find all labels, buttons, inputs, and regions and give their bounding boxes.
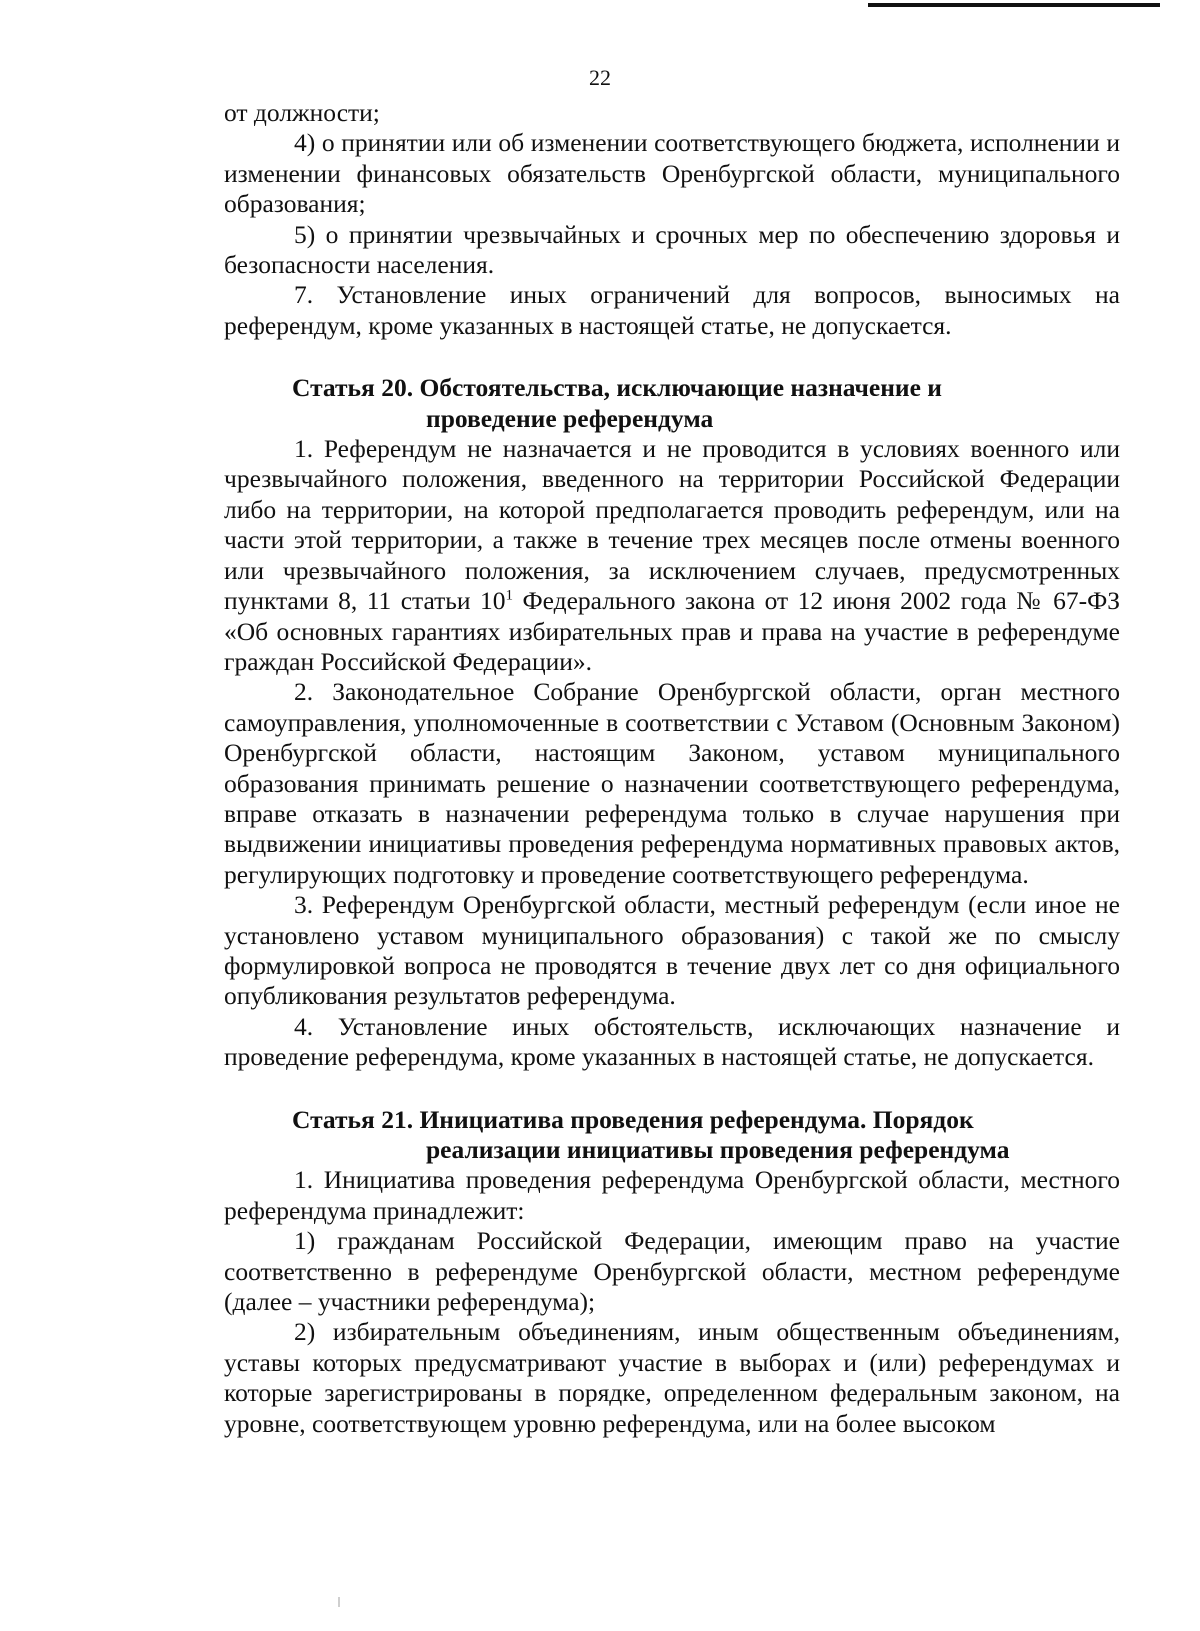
article-20-paragraph-3: 3. Референдум Оренбургской области, местный референдум (если иное не установлено уставом муниципального образования) с такой же по смыслу формулировкой вопроса не проводятся в течение двух лет со дня официального опубликования результатов референдума. [224,890,1120,1011]
article-20-title-line2: проведение референдума [426,403,714,433]
article-21-paragraph-1: 1. Инициатива проведения референдума Оренбургской области, местного референдума принадлежит: [224,1165,1120,1225]
list-item: 4) о принятии или об изменении соответствующего бюджета, исполнении и изменении финансовых обязательств Оренбургской области, муниципального образования; [224,128,1120,219]
article-21-title-line1: Статья 21. Инициатива проведения референдума. Порядок [292,1104,974,1134]
article-20-title-line1: Статья 20. Обстоятельства, исключающие назначение и [292,373,942,403]
article-20-heading [224,373,1120,434]
list-item: 7. Установление иных ограничений для вопросов, выносимых на референдум, кроме указанных в настоящей статье, не допускается. [224,280,1120,340]
page-number: 22 [589,65,611,90]
article-20-paragraph-2: 2. Законодательное Собрание Оренбургской области, орган местного самоуправления, уполномоченные в соответствии с Уставом (Основным Законом) Оренбургской области, настоящим Законом, уставом муниципального образования принимать решение о назначении соответствующего референдума, вправе отказать в назначении референдума только в случае нарушения при выдвижении инициативы проведения референдума нормативных правовых актов, регулирующих подготовку и проведение соответствующего референдума. [224,677,1120,889]
article-21-paragraph-2: 1) гражданам Российской Федерации, имеющим право на участие соответственно в референдуме Оренбургской области, местном референдуме (далее – участники референдума); [224,1226,1120,1317]
top-rule [868,3,1160,7]
superscript: 1 [505,587,514,604]
fragment-start: от должности; [224,98,380,127]
article-20-paragraph-4: 4. Установление иных обстоятельств, исключающих назначение и проведение референдума, кроме указанных в настоящей статье, не допускается. [224,1011,1120,1072]
article-20-paragraph-1 [224,434,1120,677]
article-21-paragraph-3: 2) избирательным объединениям, иным общественным объединениям, уставы которых предусматривают участие в выборах и (или) референдумах и которые зарегистрированы в порядке, определенном федеральным законом, на уровне, соответствующем уровню референдума, или на более высоком [224,1317,1120,1438]
scan-mark [338,1597,340,1607]
article-21-heading [224,1105,1120,1166]
article-20-p1-text: 1. Референдум не назначается и не проводится в условиях военного или чрезвычайного положения, введенного на территории Российской Федерации либо на территории, на которой предполагается проводить референдум, или на части этой территории, а также в течение трех месяцев после отмены военного или чрезвычайного положения, за исключением случаев, предусмотренных пунктами 8, 11 статьи 10 [224,434,1120,616]
document-body [224,98,1120,1439]
article-21-title-line2: реализации инициативы проведения референдума [426,1135,1010,1164]
list-item: 5) о принятии чрезвычайных и срочных мер по обеспечению здоровья и безопасности населения. [224,219,1120,280]
article-20-p1-text-cont: Федерального закона от 12 июня 2002 года № 67-ФЗ «Об основных гарантиях избирательных прав и права на участие в референдуме граждан Российской Федерации». [224,586,1120,676]
